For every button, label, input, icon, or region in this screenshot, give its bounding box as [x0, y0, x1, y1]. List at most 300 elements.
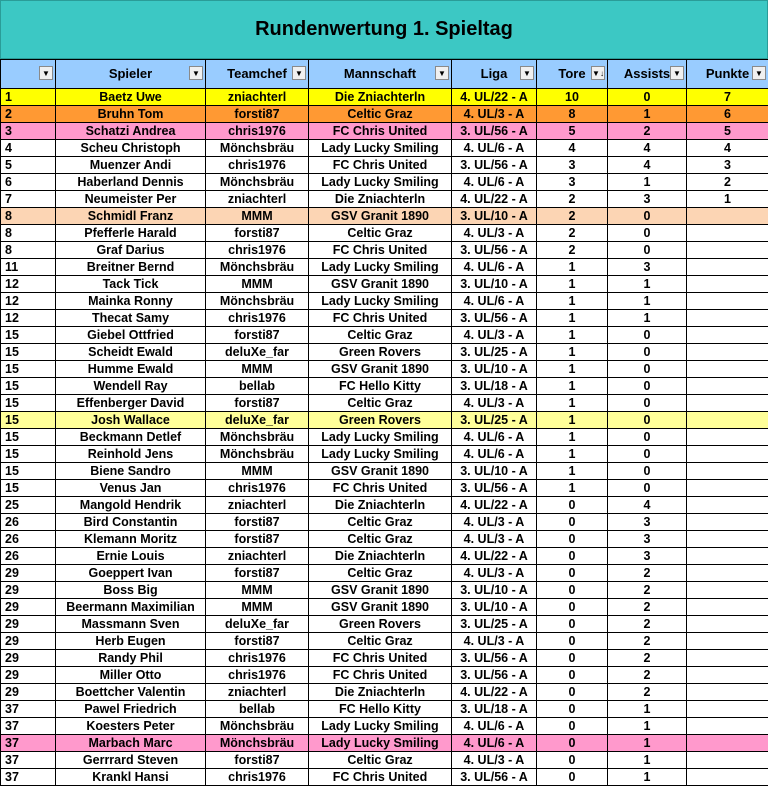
cell-spieler[interactable]: Ernie Louis: [56, 548, 206, 565]
sort-descending-icon[interactable]: ▼↓: [591, 66, 605, 80]
cell-tore[interactable]: 2: [537, 208, 608, 225]
cell-punkte[interactable]: [687, 208, 768, 225]
table-row[interactable]: [1, 497, 768, 514]
table-row[interactable]: [1, 378, 768, 395]
cell-assists[interactable]: 0: [608, 446, 687, 463]
cell-mannschaft[interactable]: Celtic Graz: [309, 633, 452, 650]
cell-assists[interactable]: 0: [608, 242, 687, 259]
table-row[interactable]: [1, 718, 768, 735]
cell-rank[interactable]: 11: [1, 259, 56, 276]
cell-rank[interactable]: 29: [1, 582, 56, 599]
cell-mannschaft[interactable]: FC Chris United: [309, 310, 452, 327]
cell-mannschaft[interactable]: GSV Granit 1890: [309, 582, 452, 599]
cell-teamchef[interactable]: Mönchsbräu: [206, 718, 309, 735]
cell-spieler[interactable]: Scheidt Ewald: [56, 344, 206, 361]
cell-rank[interactable]: 7: [1, 191, 56, 208]
cell-assists[interactable]: 2: [608, 565, 687, 582]
cell-mannschaft[interactable]: Green Rovers: [309, 412, 452, 429]
cell-spieler[interactable]: Haberland Dennis: [56, 174, 206, 191]
cell-tore[interactable]: 2: [537, 242, 608, 259]
cell-spieler[interactable]: Breitner Bernd: [56, 259, 206, 276]
cell-punkte[interactable]: [687, 701, 768, 718]
cell-spieler[interactable]: Koesters Peter: [56, 718, 206, 735]
cell-assists[interactable]: 0: [608, 378, 687, 395]
table-row[interactable]: [1, 140, 768, 157]
cell-punkte[interactable]: [687, 582, 768, 599]
cell-assists[interactable]: 2: [608, 599, 687, 616]
cell-spieler[interactable]: Giebel Ottfried: [56, 327, 206, 344]
cell-rank[interactable]: 29: [1, 650, 56, 667]
cell-liga[interactable]: 3. UL/56 - A: [452, 667, 537, 684]
cell-mannschaft[interactable]: Celtic Graz: [309, 327, 452, 344]
cell-liga[interactable]: 3. UL/56 - A: [452, 310, 537, 327]
cell-spieler[interactable]: Bird Constantin: [56, 514, 206, 531]
cell-liga[interactable]: 3. UL/25 - A: [452, 344, 537, 361]
table-row[interactable]: [1, 225, 768, 242]
cell-tore[interactable]: 10: [537, 89, 608, 106]
cell-mannschaft[interactable]: FC Chris United: [309, 123, 452, 140]
cell-rank[interactable]: 8: [1, 208, 56, 225]
cell-assists[interactable]: 1: [608, 293, 687, 310]
cell-teamchef[interactable]: Mönchsbräu: [206, 446, 309, 463]
table-row[interactable]: [1, 123, 768, 140]
cell-tore[interactable]: 1: [537, 310, 608, 327]
cell-assists[interactable]: 1: [608, 174, 687, 191]
cell-mannschaft[interactable]: Lady Lucky Smiling: [309, 293, 452, 310]
filter-dropdown-icon[interactable]: ▼: [520, 66, 534, 80]
cell-teamchef[interactable]: MMM: [206, 463, 309, 480]
cell-rank[interactable]: 26: [1, 514, 56, 531]
cell-liga[interactable]: 4. UL/22 - A: [452, 548, 537, 565]
cell-liga[interactable]: 4. UL/22 - A: [452, 497, 537, 514]
cell-rank[interactable]: 29: [1, 667, 56, 684]
cell-assists[interactable]: 0: [608, 395, 687, 412]
cell-teamchef[interactable]: Mönchsbräu: [206, 293, 309, 310]
cell-spieler[interactable]: Schmidl Franz: [56, 208, 206, 225]
cell-tore[interactable]: 0: [537, 599, 608, 616]
cell-spieler[interactable]: Marbach Marc: [56, 735, 206, 752]
cell-teamchef[interactable]: zniachterl: [206, 684, 309, 701]
cell-teamchef[interactable]: chris1976: [206, 480, 309, 497]
cell-teamchef[interactable]: zniachterl: [206, 497, 309, 514]
cell-punkte[interactable]: [687, 225, 768, 242]
cell-rank[interactable]: 8: [1, 225, 56, 242]
cell-liga[interactable]: 4. UL/3 - A: [452, 514, 537, 531]
cell-teamchef[interactable]: forsti87: [206, 633, 309, 650]
cell-teamchef[interactable]: chris1976: [206, 650, 309, 667]
cell-tore[interactable]: 1: [537, 361, 608, 378]
cell-punkte[interactable]: [687, 565, 768, 582]
cell-liga[interactable]: 4. UL/6 - A: [452, 140, 537, 157]
cell-tore[interactable]: 1: [537, 429, 608, 446]
cell-mannschaft[interactable]: Lady Lucky Smiling: [309, 429, 452, 446]
cell-tore[interactable]: 0: [537, 514, 608, 531]
cell-spieler[interactable]: Schatzi Andrea: [56, 123, 206, 140]
cell-liga[interactable]: 4. UL/3 - A: [452, 327, 537, 344]
table-row[interactable]: [1, 361, 768, 378]
cell-spieler[interactable]: Biene Sandro: [56, 463, 206, 480]
table-row[interactable]: [1, 582, 768, 599]
cell-assists[interactable]: 4: [608, 140, 687, 157]
cell-teamchef[interactable]: Mönchsbräu: [206, 259, 309, 276]
cell-rank[interactable]: 15: [1, 327, 56, 344]
cell-punkte[interactable]: [687, 684, 768, 701]
cell-teamchef[interactable]: zniachterl: [206, 191, 309, 208]
cell-liga[interactable]: 4. UL/3 - A: [452, 633, 537, 650]
cell-teamchef[interactable]: zniachterl: [206, 89, 309, 106]
cell-assists[interactable]: 0: [608, 327, 687, 344]
cell-assists[interactable]: 0: [608, 225, 687, 242]
cell-assists[interactable]: 1: [608, 752, 687, 769]
cell-mannschaft[interactable]: Lady Lucky Smiling: [309, 140, 452, 157]
cell-rank[interactable]: 15: [1, 480, 56, 497]
cell-mannschaft[interactable]: FC Hello Kitty: [309, 378, 452, 395]
table-row[interactable]: [1, 157, 768, 174]
cell-rank[interactable]: 29: [1, 616, 56, 633]
cell-mannschaft[interactable]: Green Rovers: [309, 616, 452, 633]
table-row[interactable]: [1, 531, 768, 548]
cell-rank[interactable]: 3: [1, 123, 56, 140]
cell-rank[interactable]: 26: [1, 531, 56, 548]
cell-mannschaft[interactable]: Die Zniachterln: [309, 684, 452, 701]
cell-teamchef[interactable]: Mönchsbräu: [206, 735, 309, 752]
cell-teamchef[interactable]: chris1976: [206, 157, 309, 174]
cell-tore[interactable]: 1: [537, 480, 608, 497]
cell-liga[interactable]: 3. UL/25 - A: [452, 616, 537, 633]
filter-dropdown-icon[interactable]: ▼: [670, 66, 684, 80]
cell-liga[interactable]: 3. UL/56 - A: [452, 769, 537, 786]
cell-mannschaft[interactable]: Die Zniachterln: [309, 191, 452, 208]
cell-punkte[interactable]: [687, 327, 768, 344]
cell-rank[interactable]: 15: [1, 361, 56, 378]
cell-assists[interactable]: 0: [608, 361, 687, 378]
cell-assists[interactable]: 2: [608, 684, 687, 701]
cell-teamchef[interactable]: forsti87: [206, 514, 309, 531]
cell-punkte[interactable]: [687, 514, 768, 531]
table-row[interactable]: [1, 446, 768, 463]
cell-assists[interactable]: 3: [608, 259, 687, 276]
cell-rank[interactable]: 15: [1, 378, 56, 395]
cell-liga[interactable]: 4. UL/3 - A: [452, 225, 537, 242]
cell-mannschaft[interactable]: Celtic Graz: [309, 565, 452, 582]
cell-tore[interactable]: 1: [537, 378, 608, 395]
cell-mannschaft[interactable]: Celtic Graz: [309, 106, 452, 123]
cell-assists[interactable]: 4: [608, 157, 687, 174]
cell-liga[interactable]: 4. UL/3 - A: [452, 752, 537, 769]
cell-mannschaft[interactable]: FC Chris United: [309, 242, 452, 259]
cell-punkte[interactable]: [687, 769, 768, 786]
cell-mannschaft[interactable]: Lady Lucky Smiling: [309, 174, 452, 191]
cell-liga[interactable]: 4. UL/3 - A: [452, 531, 537, 548]
table-row[interactable]: [1, 480, 768, 497]
table-row[interactable]: [1, 684, 768, 701]
cell-rank[interactable]: 15: [1, 395, 56, 412]
cell-rank[interactable]: 29: [1, 633, 56, 650]
cell-tore[interactable]: 1: [537, 463, 608, 480]
cell-punkte[interactable]: [687, 242, 768, 259]
cell-spieler[interactable]: Gerrrard Steven: [56, 752, 206, 769]
cell-punkte[interactable]: [687, 395, 768, 412]
cell-liga[interactable]: 3. UL/56 - A: [452, 480, 537, 497]
cell-spieler[interactable]: Boettcher Valentin: [56, 684, 206, 701]
cell-tore[interactable]: 1: [537, 395, 608, 412]
cell-rank[interactable]: 12: [1, 310, 56, 327]
cell-liga[interactable]: 3. UL/56 - A: [452, 650, 537, 667]
cell-mannschaft[interactable]: Die Zniachterln: [309, 548, 452, 565]
cell-spieler[interactable]: Miller Otto: [56, 667, 206, 684]
filter-dropdown-icon[interactable]: ▼: [39, 66, 53, 80]
cell-spieler[interactable]: Muenzer Andi: [56, 157, 206, 174]
cell-punkte[interactable]: [687, 480, 768, 497]
cell-liga[interactable]: 4. UL/22 - A: [452, 191, 537, 208]
cell-tore[interactable]: 1: [537, 412, 608, 429]
cell-assists[interactable]: 2: [608, 582, 687, 599]
cell-rank[interactable]: 12: [1, 293, 56, 310]
cell-tore[interactable]: 2: [537, 191, 608, 208]
cell-liga[interactable]: 4. UL/3 - A: [452, 565, 537, 582]
cell-mannschaft[interactable]: Celtic Graz: [309, 514, 452, 531]
cell-rank[interactable]: 15: [1, 463, 56, 480]
cell-teamchef[interactable]: deluXe_far: [206, 344, 309, 361]
cell-assists[interactable]: 0: [608, 463, 687, 480]
cell-assists[interactable]: 2: [608, 650, 687, 667]
cell-teamchef[interactable]: MMM: [206, 582, 309, 599]
cell-spieler[interactable]: Graf Darius: [56, 242, 206, 259]
cell-rank[interactable]: 15: [1, 344, 56, 361]
cell-mannschaft[interactable]: Celtic Graz: [309, 531, 452, 548]
cell-tore[interactable]: 1: [537, 259, 608, 276]
cell-assists[interactable]: 2: [608, 633, 687, 650]
cell-punkte[interactable]: [687, 650, 768, 667]
cell-assists[interactable]: 3: [608, 531, 687, 548]
cell-spieler[interactable]: Neumeister Per: [56, 191, 206, 208]
cell-teamchef[interactable]: forsti87: [206, 395, 309, 412]
cell-mannschaft[interactable]: FC Chris United: [309, 769, 452, 786]
cell-punkte[interactable]: [687, 429, 768, 446]
table-row[interactable]: [1, 463, 768, 480]
cell-punkte[interactable]: 3: [687, 157, 768, 174]
cell-mannschaft[interactable]: Lady Lucky Smiling: [309, 446, 452, 463]
cell-liga[interactable]: 3. UL/56 - A: [452, 157, 537, 174]
cell-tore[interactable]: 0: [537, 582, 608, 599]
cell-mannschaft[interactable]: Die Zniachterln: [309, 497, 452, 514]
cell-rank[interactable]: 6: [1, 174, 56, 191]
cell-punkte[interactable]: [687, 276, 768, 293]
cell-spieler[interactable]: Pfefferle Harald: [56, 225, 206, 242]
cell-teamchef[interactable]: forsti87: [206, 565, 309, 582]
cell-liga[interactable]: 3. UL/25 - A: [452, 412, 537, 429]
cell-punkte[interactable]: [687, 361, 768, 378]
cell-assists[interactable]: 0: [608, 89, 687, 106]
cell-tore[interactable]: 1: [537, 293, 608, 310]
cell-mannschaft[interactable]: GSV Granit 1890: [309, 599, 452, 616]
cell-teamchef[interactable]: deluXe_far: [206, 616, 309, 633]
filter-dropdown-icon[interactable]: ▼: [752, 66, 766, 80]
cell-mannschaft[interactable]: FC Hello Kitty: [309, 701, 452, 718]
cell-tore[interactable]: 0: [537, 565, 608, 582]
cell-tore[interactable]: 0: [537, 650, 608, 667]
cell-punkte[interactable]: [687, 667, 768, 684]
cell-assists[interactable]: 0: [608, 429, 687, 446]
cell-mannschaft[interactable]: GSV Granit 1890: [309, 276, 452, 293]
table-row[interactable]: [1, 650, 768, 667]
cell-spieler[interactable]: Krankl Hansi: [56, 769, 206, 786]
cell-punkte[interactable]: [687, 616, 768, 633]
cell-rank[interactable]: 2: [1, 106, 56, 123]
cell-punkte[interactable]: [687, 310, 768, 327]
cell-punkte[interactable]: 6: [687, 106, 768, 123]
table-row[interactable]: [1, 293, 768, 310]
cell-punkte[interactable]: [687, 735, 768, 752]
cell-tore[interactable]: 3: [537, 174, 608, 191]
cell-tore[interactable]: 0: [537, 633, 608, 650]
cell-liga[interactable]: 4. UL/6 - A: [452, 446, 537, 463]
filter-dropdown-icon[interactable]: ▼: [292, 66, 306, 80]
cell-teamchef[interactable]: forsti87: [206, 106, 309, 123]
cell-mannschaft[interactable]: GSV Granit 1890: [309, 463, 452, 480]
cell-teamchef[interactable]: forsti87: [206, 327, 309, 344]
cell-punkte[interactable]: [687, 548, 768, 565]
cell-tore[interactable]: 0: [537, 752, 608, 769]
cell-teamchef[interactable]: forsti87: [206, 225, 309, 242]
cell-liga[interactable]: 4. UL/6 - A: [452, 718, 537, 735]
cell-mannschaft[interactable]: Lady Lucky Smiling: [309, 735, 452, 752]
cell-spieler[interactable]: Reinhold Jens: [56, 446, 206, 463]
cell-tore[interactable]: 8: [537, 106, 608, 123]
cell-assists[interactable]: 0: [608, 412, 687, 429]
cell-punkte[interactable]: [687, 633, 768, 650]
cell-liga[interactable]: 3. UL/10 - A: [452, 582, 537, 599]
cell-tore[interactable]: 4: [537, 140, 608, 157]
table-row[interactable]: [1, 548, 768, 565]
cell-punkte[interactable]: 7: [687, 89, 768, 106]
cell-spieler[interactable]: Randy Phil: [56, 650, 206, 667]
cell-punkte[interactable]: [687, 463, 768, 480]
cell-mannschaft[interactable]: Celtic Graz: [309, 395, 452, 412]
cell-punkte[interactable]: [687, 752, 768, 769]
cell-spieler[interactable]: Herb Eugen: [56, 633, 206, 650]
cell-mannschaft[interactable]: FC Chris United: [309, 157, 452, 174]
cell-teamchef[interactable]: chris1976: [206, 769, 309, 786]
cell-liga[interactable]: 3. UL/10 - A: [452, 599, 537, 616]
cell-assists[interactable]: 2: [608, 123, 687, 140]
table-row[interactable]: [1, 752, 768, 769]
cell-rank[interactable]: 12: [1, 276, 56, 293]
table-row[interactable]: [1, 735, 768, 752]
cell-spieler[interactable]: Mangold Hendrik: [56, 497, 206, 514]
cell-rank[interactable]: 15: [1, 429, 56, 446]
cell-teamchef[interactable]: MMM: [206, 599, 309, 616]
cell-rank[interactable]: 37: [1, 701, 56, 718]
cell-rank[interactable]: 1: [1, 89, 56, 106]
cell-tore[interactable]: 0: [537, 497, 608, 514]
cell-liga[interactable]: 4. UL/22 - A: [452, 684, 537, 701]
cell-liga[interactable]: 3. UL/56 - A: [452, 242, 537, 259]
cell-assists[interactable]: 1: [608, 276, 687, 293]
cell-assists[interactable]: 1: [608, 735, 687, 752]
cell-assists[interactable]: 0: [608, 208, 687, 225]
cell-assists[interactable]: 3: [608, 548, 687, 565]
cell-assists[interactable]: 1: [608, 701, 687, 718]
cell-tore[interactable]: 1: [537, 446, 608, 463]
cell-liga[interactable]: 4. UL/6 - A: [452, 174, 537, 191]
cell-spieler[interactable]: Scheu Christoph: [56, 140, 206, 157]
cell-assists[interactable]: 3: [608, 191, 687, 208]
cell-teamchef[interactable]: chris1976: [206, 310, 309, 327]
table-row[interactable]: [1, 633, 768, 650]
cell-spieler[interactable]: Klemann Moritz: [56, 531, 206, 548]
cell-teamchef[interactable]: zniachterl: [206, 548, 309, 565]
cell-tore[interactable]: 1: [537, 344, 608, 361]
table-row[interactable]: [1, 412, 768, 429]
cell-rank[interactable]: 8: [1, 242, 56, 259]
cell-spieler[interactable]: Pawel Friedrich: [56, 701, 206, 718]
cell-liga[interactable]: 4. UL/6 - A: [452, 429, 537, 446]
cell-teamchef[interactable]: Mönchsbräu: [206, 140, 309, 157]
table-row[interactable]: [1, 191, 768, 208]
cell-spieler[interactable]: Beermann Maximilian: [56, 599, 206, 616]
cell-rank[interactable]: 37: [1, 735, 56, 752]
cell-assists[interactable]: 2: [608, 616, 687, 633]
cell-tore[interactable]: 5: [537, 123, 608, 140]
cell-rank[interactable]: 4: [1, 140, 56, 157]
table-row[interactable]: [1, 106, 768, 123]
cell-spieler[interactable]: Humme Ewald: [56, 361, 206, 378]
cell-spieler[interactable]: Goeppert Ivan: [56, 565, 206, 582]
cell-spieler[interactable]: Boss Big: [56, 582, 206, 599]
cell-liga[interactable]: 3. UL/18 - A: [452, 378, 537, 395]
cell-tore[interactable]: 0: [537, 735, 608, 752]
cell-rank[interactable]: 26: [1, 548, 56, 565]
table-row[interactable]: [1, 174, 768, 191]
cell-rank[interactable]: 25: [1, 497, 56, 514]
cell-punkte[interactable]: 5: [687, 123, 768, 140]
cell-assists[interactable]: 4: [608, 497, 687, 514]
cell-teamchef[interactable]: forsti87: [206, 752, 309, 769]
table-row[interactable]: [1, 769, 768, 786]
cell-teamchef[interactable]: bellab: [206, 701, 309, 718]
cell-tore[interactable]: 0: [537, 718, 608, 735]
cell-punkte[interactable]: [687, 378, 768, 395]
cell-punkte[interactable]: [687, 259, 768, 276]
table-row[interactable]: [1, 344, 768, 361]
cell-assists[interactable]: 1: [608, 718, 687, 735]
cell-spieler[interactable]: Venus Jan: [56, 480, 206, 497]
cell-assists[interactable]: 3: [608, 514, 687, 531]
cell-punkte[interactable]: [687, 599, 768, 616]
cell-teamchef[interactable]: MMM: [206, 276, 309, 293]
cell-liga[interactable]: 4. UL/6 - A: [452, 735, 537, 752]
cell-tore[interactable]: 0: [537, 684, 608, 701]
cell-mannschaft[interactable]: GSV Granit 1890: [309, 361, 452, 378]
cell-punkte[interactable]: 4: [687, 140, 768, 157]
cell-mannschaft[interactable]: Lady Lucky Smiling: [309, 259, 452, 276]
table-row[interactable]: [1, 395, 768, 412]
cell-rank[interactable]: 29: [1, 599, 56, 616]
cell-teamchef[interactable]: chris1976: [206, 667, 309, 684]
cell-tore[interactable]: 2: [537, 225, 608, 242]
cell-mannschaft[interactable]: Die Zniachterln: [309, 89, 452, 106]
cell-teamchef[interactable]: Mönchsbräu: [206, 174, 309, 191]
filter-dropdown-icon[interactable]: ▼: [435, 66, 449, 80]
cell-liga[interactable]: 3. UL/56 - A: [452, 123, 537, 140]
cell-teamchef[interactable]: chris1976: [206, 242, 309, 259]
cell-tore[interactable]: 0: [537, 701, 608, 718]
table-row[interactable]: [1, 667, 768, 684]
cell-tore[interactable]: 0: [537, 548, 608, 565]
cell-mannschaft[interactable]: Celtic Graz: [309, 752, 452, 769]
cell-rank[interactable]: 37: [1, 718, 56, 735]
